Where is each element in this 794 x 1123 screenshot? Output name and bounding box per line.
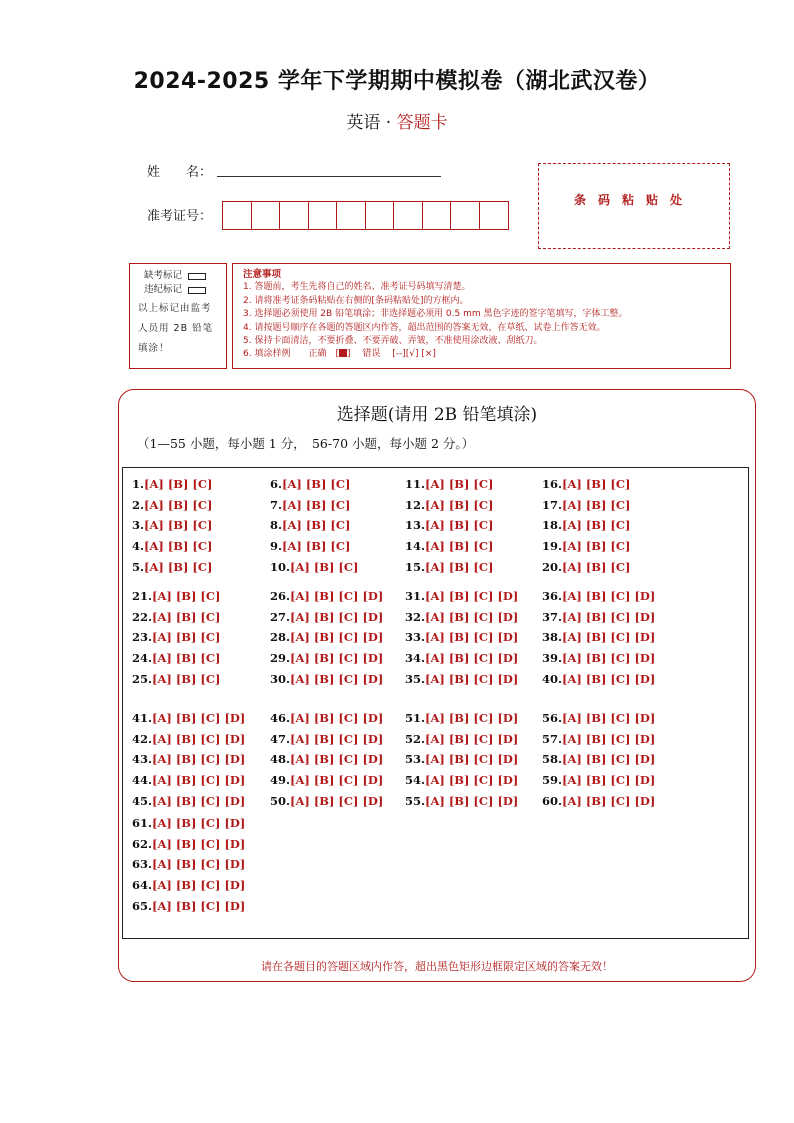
question-number: 15.: [405, 559, 426, 574]
note-item: 4. 请按题号顺序在各题的答题区内作答，超出范围的答案无效，在草纸、试卷上作答无效。: [243, 322, 606, 333]
question-number: 13.: [405, 518, 426, 533]
question-item: [405, 610, 518, 624]
question-item: [270, 518, 350, 532]
answer-options[interactable]: [A] [B] [C] [D]: [152, 816, 246, 830]
question-item: [132, 610, 220, 624]
question-item: [542, 773, 655, 787]
question-item: [270, 477, 350, 491]
name-field[interactable]: [217, 175, 441, 177]
question-number: 20.: [542, 559, 563, 574]
question-item: [405, 773, 518, 787]
answer-options[interactable]: [A] [B] [C]: [144, 518, 213, 533]
question-item: [405, 518, 493, 532]
question-number: 50.: [270, 793, 291, 808]
exam-id-digit-box[interactable]: [309, 202, 338, 229]
answer-options[interactable]: [A] [B] [C]: [152, 630, 221, 645]
question-number: 56.: [542, 711, 563, 725]
answer-options[interactable]: [A] [B] [C] [D]: [152, 857, 246, 872]
proctor-marks-box: [129, 263, 227, 369]
exam-id-digit-box[interactable]: [252, 202, 281, 229]
answer-options[interactable]: [A] [B] [C]: [425, 559, 494, 574]
question-item: [405, 498, 493, 512]
question-item: [132, 899, 245, 913]
answer-options[interactable]: [A] [B] [C] [D]: [152, 898, 246, 913]
answer-options[interactable]: [A] [B] [C]: [144, 477, 213, 491]
question-item: [405, 794, 518, 808]
question-number: 54.: [405, 773, 426, 788]
question-number: 1.: [132, 477, 145, 491]
question-number: 43.: [132, 752, 153, 767]
answer-options[interactable]: [A] [B] [C]: [562, 539, 631, 554]
note-item: 3. 选择题必须使用 2B 铅笔填涂；非选择题必须用 0.5 mm 黑色字迹的签字笔填写，字体工整。: [243, 309, 628, 320]
answer-options[interactable]: [A] [B] [C] [D]: [290, 731, 384, 746]
answer-options[interactable]: [A] [B] [C]: [282, 497, 351, 512]
question-number: 28.: [270, 630, 291, 645]
question-item: [542, 711, 655, 725]
exam-id-boxes[interactable]: [222, 201, 509, 230]
question-item: [132, 857, 245, 871]
question-item: [405, 752, 518, 766]
question-number: 31.: [405, 589, 426, 603]
question-item: [132, 630, 220, 644]
answer-options[interactable]: [A] [B] [C] [D]: [152, 731, 246, 746]
question-item: [132, 477, 212, 491]
question-number: 9.: [270, 539, 283, 554]
answer-options[interactable]: [A] [B] [C] [D]: [290, 671, 384, 686]
question-number: 11.: [405, 477, 426, 491]
question-number: 38.: [542, 630, 563, 645]
question-item: [270, 560, 358, 574]
question-item: [270, 711, 383, 725]
question-number: 52.: [405, 731, 426, 746]
question-item: [405, 672, 518, 686]
question-number: 58.: [542, 752, 563, 767]
question-number: 30.: [270, 671, 291, 686]
answer-options[interactable]: [A] [B] [C] [D]: [152, 878, 246, 893]
card-name-label: 答题卡: [396, 113, 448, 133]
question-number: 8.: [270, 518, 283, 533]
question-item: [270, 610, 383, 624]
question-item: [542, 518, 630, 532]
answer-options[interactable]: [A] [B] [C] [D]: [290, 630, 384, 645]
question-item: [132, 773, 245, 787]
question-number: 32.: [405, 609, 426, 624]
question-item: [270, 630, 383, 644]
question-number: 45.: [132, 793, 153, 808]
question-item: [405, 711, 518, 725]
question-number: 18.: [542, 518, 563, 533]
fill-sample-row: [243, 348, 720, 361]
question-item: [542, 651, 655, 665]
question-number: 61.: [132, 816, 153, 830]
absent-mark-label: 缺考标记: [144, 270, 183, 281]
question-item: [132, 518, 212, 532]
question-item: [270, 589, 383, 603]
answer-options[interactable]: [A] [B] [C]: [562, 497, 631, 512]
question-item: [132, 732, 245, 746]
question-item: [270, 732, 383, 746]
question-number: 29.: [270, 651, 291, 666]
question-item: [542, 498, 630, 512]
question-number: 51.: [405, 711, 426, 725]
fill-sample-wrong: ] 错误 [--][√] [×]: [346, 349, 436, 360]
question-number: 55.: [405, 793, 426, 808]
answer-options[interactable]: [A] [B] [C] [D]: [562, 589, 656, 603]
question-number: 14.: [405, 539, 426, 554]
answer-options[interactable]: [A] [B] [C]: [144, 559, 213, 574]
answer-options[interactable]: [A] [B] [C] [D]: [562, 711, 656, 725]
answer-options[interactable]: [A] [B] [C]: [425, 477, 494, 491]
question-number: 59.: [542, 773, 563, 788]
choice-section-subtitle: （1—55 小题，每小题 1 分， 56-70 小题，每小题 2 分。）: [137, 436, 475, 451]
answer-options[interactable]: [A] [B] [C] [D]: [425, 630, 519, 645]
question-item: [405, 651, 518, 665]
question-item: [405, 539, 493, 553]
answer-options[interactable]: [A] [B] [C] [D]: [425, 752, 519, 767]
answer-options[interactable]: [A] [B] [C] [D]: [562, 773, 656, 788]
answer-options[interactable]: [A] [B] [C] [D]: [152, 711, 246, 725]
exam-id-digit-box[interactable]: [280, 202, 309, 229]
question-item: [132, 878, 245, 892]
question-item: [542, 477, 630, 491]
question-item: [542, 630, 655, 644]
question-number: 63.: [132, 857, 153, 872]
answer-options[interactable]: [A] [B] [C] [D]: [562, 731, 656, 746]
exam-id-digit-box[interactable]: [451, 202, 480, 229]
question-number: 6.: [270, 477, 283, 491]
page-subtitle: [0, 108, 794, 133]
answer-options[interactable]: [A] [B] [C] [D]: [290, 651, 384, 666]
exam-id-digit-box[interactable]: [480, 202, 509, 229]
question-number: 3.: [132, 518, 145, 533]
question-number: 26.: [270, 589, 291, 603]
question-item: [132, 711, 245, 725]
answer-options[interactable]: [A] [B] [C] [D]: [562, 609, 656, 624]
answer-options[interactable]: [A] [B] [C]: [290, 559, 359, 574]
answer-options[interactable]: [A] [B] [C] [D]: [425, 589, 519, 603]
notes-box: [232, 263, 731, 369]
fill-sample-prefix: 6. 填涂样例 正确 [: [243, 349, 339, 360]
answer-options[interactable]: [A] [B] [C]: [562, 518, 631, 533]
note-item: 1. 答题前，考生先将自己的姓名、准考证号码填写清楚。: [243, 282, 471, 293]
answer-options[interactable]: [A] [B] [C] [D]: [152, 773, 246, 788]
question-item: [542, 794, 655, 808]
question-item: [270, 539, 350, 553]
subject-label: 英语: [346, 113, 381, 133]
question-item: [270, 672, 383, 686]
answer-options[interactable]: [A] [B] [C] [D]: [425, 711, 519, 725]
question-item: [270, 752, 383, 766]
subtitle-separator: ·: [385, 113, 392, 133]
answer-options[interactable]: [A] [B] [C] [D]: [425, 793, 519, 808]
answer-options[interactable]: [A] [B] [C] [D]: [290, 793, 384, 808]
question-number: 16.: [542, 477, 563, 491]
violation-mark-bubble[interactable]: [188, 287, 206, 294]
question-number: 64.: [132, 878, 153, 893]
question-number: 23.: [132, 630, 153, 645]
question-item: [132, 498, 212, 512]
answer-options[interactable]: [A] [B] [C]: [152, 589, 221, 603]
question-number: 39.: [542, 651, 563, 666]
question-number: 47.: [270, 731, 291, 746]
question-item: [132, 837, 245, 851]
question-item: [542, 589, 655, 603]
question-number: 17.: [542, 497, 563, 512]
answer-options[interactable]: [A] [B] [C]: [425, 539, 494, 554]
answer-options[interactable]: [A] [B] [C] [D]: [425, 671, 519, 686]
answer-options[interactable]: [A] [B] [C] [D]: [290, 609, 384, 624]
page-title: 2024-2025 学年下学期期中模拟卷（湖北武汉卷）: [133, 69, 661, 94]
exam-id-digit-box[interactable]: [223, 202, 252, 229]
answer-options[interactable]: [A] [B] [C] [D]: [562, 793, 656, 808]
barcode-label: 条码粘贴处: [573, 192, 694, 207]
answer-options[interactable]: [A] [B] [C] [D]: [152, 752, 246, 767]
question-number: 24.: [132, 651, 153, 666]
question-number: 57.: [542, 731, 563, 746]
note-item: 5. 保持卡面清洁，不要折叠、不要弄破、弄皱，不准使用涂改液、刮纸刀。: [243, 336, 543, 347]
question-item: [132, 589, 220, 603]
answer-options[interactable]: [A] [B] [C]: [144, 497, 213, 512]
question-item: [132, 752, 245, 766]
question-number: 60.: [542, 793, 563, 808]
question-number: 42.: [132, 731, 153, 746]
answer-options[interactable]: [A] [B] [C] [D]: [290, 589, 384, 603]
question-number: 7.: [270, 497, 283, 512]
answer-options[interactable]: [A] [B] [C]: [425, 518, 494, 533]
choice-section-title: 选择题(请用 2B 铅笔填涂): [336, 405, 538, 425]
question-number: 40.: [542, 671, 563, 686]
absent-mark-bubble[interactable]: [188, 273, 206, 280]
question-item: [405, 589, 518, 603]
answer-options[interactable]: [A] [B] [C]: [152, 609, 221, 624]
filled-bubble-icon: [339, 349, 347, 357]
answer-options[interactable]: [A] [B] [C] [D]: [152, 836, 246, 851]
answer-options[interactable]: [A] [B] [C]: [144, 539, 213, 554]
question-item: [405, 732, 518, 746]
absent-mark-row: [138, 269, 218, 283]
question-number: 53.: [405, 752, 426, 767]
question-number: 37.: [542, 609, 563, 624]
answer-options[interactable]: [A] [B] [C] [D]: [562, 752, 656, 767]
choice-section-footer: 请在各题目的答题区域内作答，超出黑色矩形边框限定区域的答案无效！: [261, 960, 613, 973]
question-number: 33.: [405, 630, 426, 645]
exam-id-digit-box[interactable]: [423, 202, 452, 229]
answer-options[interactable]: [A] [B] [C]: [282, 477, 351, 491]
exam-id-label: 准考证号：: [147, 209, 213, 224]
question-number: 21.: [132, 589, 153, 603]
question-number: 35.: [405, 671, 426, 686]
question-item: [132, 672, 220, 686]
question-item: [542, 560, 630, 574]
question-number: 10.: [270, 559, 291, 574]
violation-mark-row: [138, 283, 218, 297]
question-item: [132, 560, 212, 574]
question-number: 5.: [132, 559, 145, 574]
question-number: 49.: [270, 773, 291, 788]
question-item: [132, 794, 245, 808]
answer-options[interactable]: [A] [B] [C]: [152, 671, 221, 686]
question-number: 27.: [270, 609, 291, 624]
question-item: [132, 651, 220, 665]
question-number: 12.: [405, 497, 426, 512]
answer-options[interactable]: [A] [B] [C]: [282, 518, 351, 533]
notes-title: 注意事项: [243, 269, 282, 280]
question-item: [542, 672, 655, 686]
question-item: [542, 539, 630, 553]
exam-id-digit-box[interactable]: [366, 202, 395, 229]
answer-options[interactable]: [A] [B] [C]: [152, 651, 221, 666]
answer-options[interactable]: [A] [B] [C] [D]: [290, 752, 384, 767]
question-item: [270, 651, 383, 665]
question-item: [542, 610, 655, 624]
answer-options[interactable]: [A] [B] [C]: [562, 559, 631, 574]
question-number: 22.: [132, 609, 153, 624]
question-item: [270, 773, 383, 787]
question-item: [405, 477, 493, 491]
question-number: 4.: [132, 539, 145, 554]
exam-id-digit-box[interactable]: [394, 202, 423, 229]
question-number: 36.: [542, 589, 563, 603]
question-item: [542, 732, 655, 746]
answer-options[interactable]: [A] [B] [C]: [562, 477, 631, 491]
question-item: [270, 498, 350, 512]
barcode-area: [538, 163, 730, 249]
proctor-note: 以上标记由监考人员用 2B 铅笔填涂！: [138, 303, 214, 354]
answer-options[interactable]: [A] [B] [C] [D]: [562, 630, 656, 645]
answer-options[interactable]: [A] [B] [C] [D]: [425, 773, 519, 788]
answer-options[interactable]: [A] [B] [C] [D]: [152, 793, 246, 808]
question-number: 41.: [132, 711, 153, 725]
question-item: [405, 560, 493, 574]
question-item: [132, 539, 212, 553]
answer-options[interactable]: [A] [B] [C] [D]: [425, 609, 519, 624]
answer-options[interactable]: [A] [B] [C]: [282, 539, 351, 554]
answer-options[interactable]: [A] [B] [C] [D]: [290, 773, 384, 788]
answer-options[interactable]: [A] [B] [C] [D]: [290, 711, 384, 725]
question-number: 2.: [132, 497, 145, 512]
note-item: 2. 请将准考证条码粘贴在右侧的[条码粘贴处]的方框内。: [243, 295, 469, 306]
question-item: [405, 630, 518, 644]
question-item: [542, 752, 655, 766]
question-item: [270, 794, 383, 808]
violation-mark-label: 违纪标记: [144, 284, 183, 295]
question-item: [132, 816, 245, 830]
question-number: 46.: [270, 711, 291, 725]
answer-options[interactable]: [A] [B] [C] [D]: [562, 651, 656, 666]
question-number: 62.: [132, 836, 153, 851]
question-number: 25.: [132, 671, 153, 686]
name-label: 姓 名：: [147, 165, 213, 180]
answer-options[interactable]: [A] [B] [C] [D]: [425, 731, 519, 746]
question-number: 65.: [132, 898, 153, 913]
exam-id-digit-box[interactable]: [337, 202, 366, 229]
question-number: 48.: [270, 752, 291, 767]
question-number: 44.: [132, 773, 153, 788]
question-number: 19.: [542, 539, 563, 554]
answer-options[interactable]: [A] [B] [C] [D]: [425, 651, 519, 666]
answer-options[interactable]: [A] [B] [C] [D]: [562, 671, 656, 686]
answer-options[interactable]: [A] [B] [C]: [425, 497, 494, 512]
question-number: 34.: [405, 651, 426, 666]
